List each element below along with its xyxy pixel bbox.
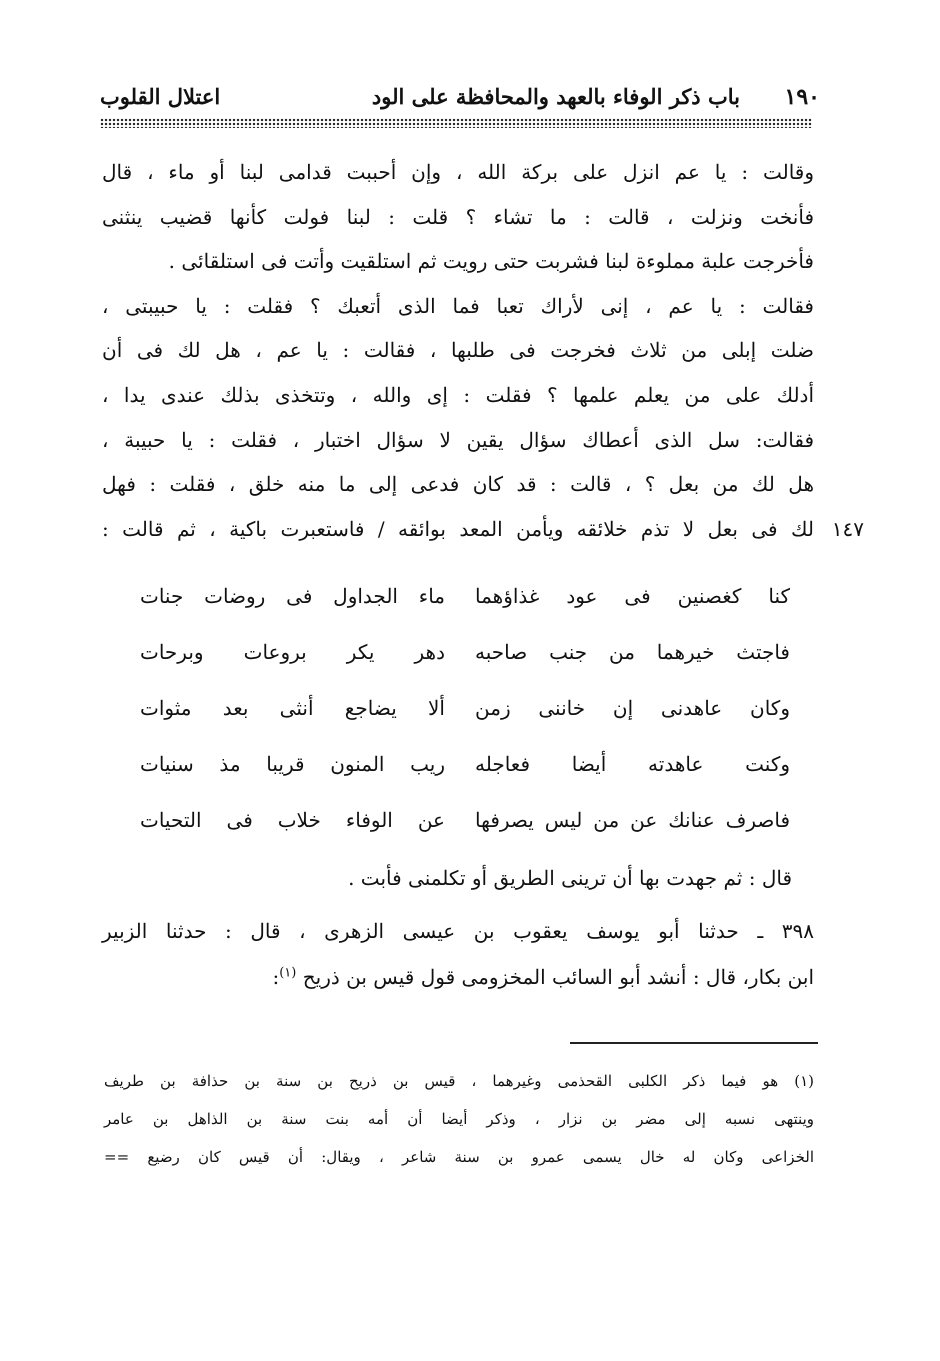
verse-first-hemistich: وكان عاهدنى إن خاننى زمن bbox=[475, 696, 790, 720]
verse-first-hemistich: وكنت عاهدته أيضا فعاجله bbox=[475, 752, 790, 776]
verse-second-hemistich: ريب المنون قريبا مذ سنيات bbox=[140, 752, 445, 776]
footnote-separator bbox=[570, 1042, 818, 1044]
footnote-reference: (١) bbox=[279, 965, 297, 981]
running-header bbox=[100, 84, 820, 116]
text-line: فأخرجت علبة مملوءة لبنا فشربت حتى رويت ثم استلقيت وأتت فى استلقائى . bbox=[168, 249, 814, 274]
footnote-line: وينتهى نسبه إلى مضر بن نزار ، وذكر أيضا أن أمه بنت سنة بن الذاهل بن عامر bbox=[104, 1110, 814, 1128]
text-line: فقالت : يا عم ، إنى لأراك تعبا فما الذى أتعبك ؟ فقلت : يا حبيبتى ، bbox=[102, 293, 814, 318]
main-text-block bbox=[102, 150, 864, 551]
verse-first-hemistich: كنا كغصنين فى عود غذاؤهما bbox=[475, 584, 790, 608]
page-number: ١٩٠ bbox=[784, 84, 820, 110]
footnote-line: الخزاعى وكان له خال يسمى عمرو بن سنة شاعر ، ويقال: أن قيس كان رضيع == bbox=[104, 1148, 814, 1166]
header-dotted-rule bbox=[100, 118, 812, 128]
book-title: اعتلال القلوب bbox=[100, 84, 221, 109]
after-poem-line: قال : ثم جهدت بها أن ترينى الطريق أو تكلمنى فأبت . bbox=[348, 866, 792, 890]
poem-verse bbox=[140, 624, 790, 680]
verse-second-hemistich: ماء الجداول فى روضات جنات bbox=[140, 584, 445, 608]
narration-line: ٣٩٨ ـ حدثنا أبو يوسف يعقوب بن عيسى الزهرى ، قال : حدثنا الزبير bbox=[102, 919, 814, 943]
verse-first-hemistich: فاجتث خيرهما من جنب صاحبه bbox=[475, 640, 790, 664]
text-line: فقالت: سل الذى أعطاك سؤال يقين لا سؤال اختبار ، فقلت : يا حبيبة ، bbox=[102, 427, 814, 452]
verse-second-hemistich: دهر يكر بروعات وبرحات bbox=[140, 640, 445, 664]
poem-block bbox=[140, 568, 790, 848]
narration-colon: : bbox=[272, 965, 280, 989]
poem-verse bbox=[140, 792, 790, 848]
verse-second-hemistich: ألا يضاجع أنثى بعد مثوات bbox=[140, 696, 445, 720]
poem-verse bbox=[140, 568, 790, 624]
text-line: ضلت إبلى من ثلاث فخرجت فى طلبها ، فقالت : يا عم ، هل لك فى أن bbox=[102, 338, 814, 363]
text-line: وقالت : يا عم انزل على بركة الله ، وإن أحببت قدامى لبنا أو ماء ، قال bbox=[102, 160, 814, 184]
footnote-line: (١) هو فيما ذكر الكلبى القحذمى وغيرهما ، قيس بن ذريح بن سنة بن حذافة بن طريف bbox=[104, 1072, 814, 1090]
verse-first-hemistich: فاصرف عنانك عن من ليس يصرفها bbox=[475, 808, 790, 832]
verse-second-hemistich: عن الوفاء خلاب فى التحيات bbox=[140, 808, 445, 832]
text-line: أدلك على من يعلم علمها ؟ فقلت : إى والله ، وتتخذى بذلك عندى يدا ، bbox=[102, 382, 814, 407]
text-line: فأنخت ونزلت ، قالت : ما تشاء ؟ قلت : لبنا فولت كأنها قضيب ينثنى bbox=[102, 204, 814, 229]
margin-manuscript-number: ١٤٧ bbox=[831, 516, 864, 541]
text-line-marked bbox=[102, 507, 864, 552]
poem-verse bbox=[140, 680, 790, 736]
narration-398 bbox=[102, 908, 814, 1000]
narration-line bbox=[102, 954, 814, 1000]
narration-line-text: ابن بكار، قال : أنشد أبو السائب المخزومى قول قيس بن ذريح bbox=[302, 965, 814, 989]
poem-verse bbox=[140, 736, 790, 792]
text-line: هل لك من بعل ؟ ، قالت : قد كان فدعى إلى ما منه خلق ، فقلت : فهل bbox=[102, 472, 814, 497]
marked-line-text: لك فى بعل لا تذم خلائقه ويأمن المعد بوائقه / فاستعبرت باكية ، ثم قالت : bbox=[102, 516, 814, 541]
footnote-block bbox=[104, 1062, 814, 1176]
chapter-title: باب ذكر الوفاء بالعهد والمحافظة على الود bbox=[371, 84, 740, 109]
